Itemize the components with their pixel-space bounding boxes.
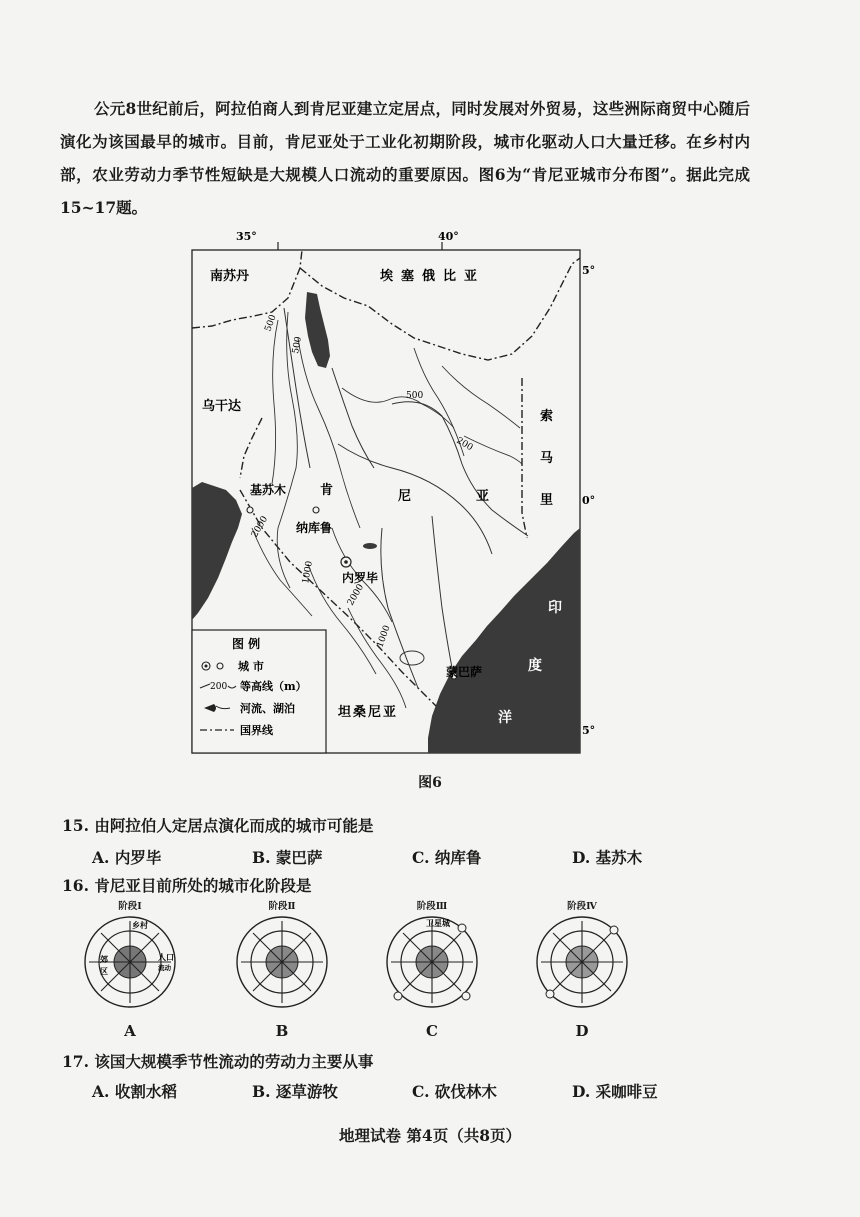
contour-label-200: 200 xyxy=(454,435,475,454)
label-ocean-3: 洋 xyxy=(498,710,512,726)
contour-label-1000-s: 1000 xyxy=(375,624,393,650)
label-kenya-1: 肯 xyxy=(320,483,334,498)
label-south-sudan: 南苏丹 xyxy=(210,269,250,284)
stage-2-label: 阶段Ⅱ xyxy=(268,901,296,912)
contour-label-500-n: 500 xyxy=(406,391,424,401)
label-somalia-3: 里 xyxy=(540,493,554,508)
question-15-stem: 15. 由阿拉伯人定居点演化而成的城市可能是 xyxy=(62,816,374,835)
legend-river-lake: 河流、湖泊 xyxy=(240,702,295,715)
question-16-stem: 16. 肯尼亚目前所处的城市化阶段是 xyxy=(62,876,312,895)
label-ocean-1: 印 xyxy=(548,600,562,616)
stage-3-letter: C xyxy=(426,1022,438,1040)
stage-2-letter: B xyxy=(275,1022,289,1040)
q15-option-a[interactable]: A. 内罗毕 xyxy=(92,848,162,867)
q17-option-d[interactable]: D. 采咖啡豆 xyxy=(572,1082,658,1101)
stage-4[interactable] xyxy=(527,898,637,1040)
intro-paragraph: 公元8世纪前后，阿拉伯商人到肯尼亚建立定居点，同时发展对外贸易，这些洲际商贸中心随后演化为该国最早的城市。目前，肯尼亚处于工业化初期阶段，城市化驱动人口大量迁移。在乡村内部，农业劳动力季节性短缺是大规模人口流动的重要原因。图6为“肯尼亚城市分布图”。据此完成15~17题。 xyxy=(60,99,750,217)
label-somalia-2: 马 xyxy=(540,451,554,466)
q17-option-c[interactable]: C. 砍伐林木 xyxy=(412,1082,497,1101)
legend-contour-sample: 200 xyxy=(210,682,228,692)
figure-caption: 图6 xyxy=(418,775,442,791)
stage-4-letter: D xyxy=(575,1022,589,1040)
lat-label-0: 0° xyxy=(582,494,596,507)
stage-1-flow-1: 人口 xyxy=(158,952,174,962)
label-kenya-2: 尼 xyxy=(398,489,412,504)
stage-2-diagram xyxy=(232,912,332,1012)
label-kenya-3: 亚 xyxy=(476,489,490,504)
question-17-stem: 17. 该国大规模季节性流动的劳动力主要从事 xyxy=(62,1052,374,1071)
label-tanzania: 坦桑尼亚 xyxy=(338,705,399,720)
label-ethiopia: 埃塞俄比亚 xyxy=(380,269,486,284)
q17-option-b[interactable]: B. 逐草游牧 xyxy=(252,1082,338,1101)
contour-label-500-nw: 500 xyxy=(263,313,279,334)
q15-option-d[interactable]: D. 基苏木 xyxy=(572,848,643,867)
stage-3[interactable] xyxy=(377,898,487,1040)
map-legend xyxy=(192,630,326,753)
legend-title: 图 例 xyxy=(232,637,261,651)
stage-4-label: 阶段Ⅳ xyxy=(567,901,597,912)
lon-label-35: 35° xyxy=(236,230,257,243)
kenya-city-map xyxy=(192,228,596,758)
contour-label-2000-s: 2000 xyxy=(345,582,367,608)
contour-label-1000-w: 1000 xyxy=(301,560,315,585)
contour-label-2000-w: 2000 xyxy=(249,514,271,540)
legend-contour: 等高线（m） xyxy=(240,680,307,693)
label-somalia-1: 索 xyxy=(540,409,554,424)
stage-1-suburb-1: 郊 xyxy=(100,954,108,964)
q15-option-b[interactable]: B. 蒙巴萨 xyxy=(252,848,323,867)
stage-1-village: 乡村 xyxy=(132,920,148,930)
label-nakuru: 纳库鲁 xyxy=(296,521,333,535)
page-footer: 地理试卷 第4页（共8页） xyxy=(339,1126,521,1145)
urbanization-stage-diagrams xyxy=(75,898,675,1048)
city-kisumu xyxy=(247,507,253,513)
label-ocean-2: 度 xyxy=(528,658,542,674)
label-mombasa: 蒙巴萨 xyxy=(446,665,483,679)
q17-option-a[interactable]: A. 收割水稻 xyxy=(92,1082,177,1101)
contour-label-500-w: 500 xyxy=(291,335,304,355)
lat-label-5s: 5° xyxy=(582,724,596,737)
stage-3-label: 阶段Ⅲ xyxy=(416,901,448,912)
lon-label-40: 40° xyxy=(438,230,459,243)
q15-option-c[interactable]: C. 纳库鲁 xyxy=(412,848,482,867)
question-15-options xyxy=(92,846,782,868)
question-17-options xyxy=(92,1080,782,1102)
legend-city: 城 市 xyxy=(238,660,264,673)
stage-3-diagram xyxy=(382,912,482,1012)
city-nakuru xyxy=(313,507,319,513)
stage-1-suburb-2: 区 xyxy=(100,966,108,976)
stage-1[interactable] xyxy=(75,898,185,1040)
stage-1-letter: A xyxy=(124,1022,136,1040)
lat-label-5n: 5° xyxy=(582,264,596,277)
stage-1-diagram xyxy=(80,912,180,1012)
stage-3-satellite: 卫星城 xyxy=(426,918,450,928)
stage-1-label: 阶段Ⅰ xyxy=(118,901,142,912)
stage-2[interactable] xyxy=(227,898,337,1040)
label-uganda: 乌干达 xyxy=(202,399,242,414)
stage-1-flow-2: 流动 xyxy=(158,964,171,972)
legend-border: 国界线 xyxy=(240,724,273,737)
stage-4-diagram xyxy=(532,912,632,1012)
label-kisumu: 基苏木 xyxy=(250,483,287,497)
label-nairobi: 内罗毕 xyxy=(342,571,379,585)
